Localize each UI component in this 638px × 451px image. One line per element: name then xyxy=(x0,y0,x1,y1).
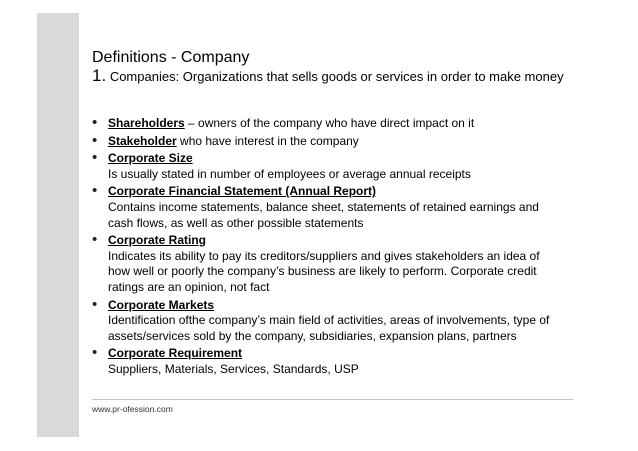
footer-url: www.pr-ofession.com xyxy=(92,404,173,414)
detail-corporate-requirement: Suppliers, Materials, Services, Standards, USP xyxy=(108,361,359,376)
footer-divider xyxy=(92,399,573,400)
bullet-icon: • xyxy=(92,149,98,167)
term-rest: – owners of the company who have direct impact on it xyxy=(184,116,475,130)
bullet-icon: • xyxy=(92,182,98,200)
detail-corporate-markets: Identification ofthe company’s main field of activities, areas of involvements, type of assets/services sold by the company, subsidiaries, expansion plans, partners xyxy=(108,313,550,343)
bullet-icon: • xyxy=(92,295,98,313)
list-item-corporate-requirement xyxy=(92,346,562,377)
detail-financial-statement: Contains income statements, balance sheet, statements of retained earnings and cash flows, as well as other possible statements xyxy=(108,199,539,230)
bullet-icon: • xyxy=(92,114,98,131)
subtitle-number: 1. xyxy=(92,66,107,85)
list-item-financial-statement xyxy=(92,184,562,231)
detail-corporate-size: Is usually stated in number of employees or average annual receipts xyxy=(108,166,471,181)
term-corporate-requirement: Corporate Requirement xyxy=(108,346,243,361)
subtitle-text: Companies: Organizations that sells goods or services in order to make money xyxy=(109,69,564,84)
bullet-icon: • xyxy=(92,131,98,149)
list-item-corporate-rating xyxy=(92,233,562,295)
term-corporate-size: Corporate Size xyxy=(108,151,193,166)
detail-corporate-rating: Indicates its ability to pay its creditors/suppliers and gives stakeholders an idea of how well or poorly the company’s business are likely to perform. Corporate credit ratings are an opinion, not fact xyxy=(108,248,540,294)
list-item-shareholders xyxy=(92,116,562,132)
slide-subtitle xyxy=(92,66,564,87)
term-stakeholder: Stakeholder xyxy=(108,133,177,148)
list-item-corporate-size xyxy=(92,151,562,182)
list-item-corporate-markets xyxy=(92,295,562,345)
list-item-stakeholder xyxy=(92,131,562,150)
slide-title: Definitions - Company xyxy=(92,49,250,66)
definitions-list xyxy=(92,116,562,380)
bullet-icon: • xyxy=(92,344,98,362)
term-financial-statement: Corporate Financial Statement (Annual Report) xyxy=(108,184,377,199)
term-corporate-rating: Corporate Rating xyxy=(108,233,207,248)
term-corporate-markets: Corporate Markets xyxy=(108,297,215,312)
bullet-icon: • xyxy=(92,231,98,249)
term-shareholders: Shareholders xyxy=(108,116,185,130)
term-rest: who have interest in the company xyxy=(176,133,359,148)
side-bar-decoration xyxy=(37,13,79,437)
